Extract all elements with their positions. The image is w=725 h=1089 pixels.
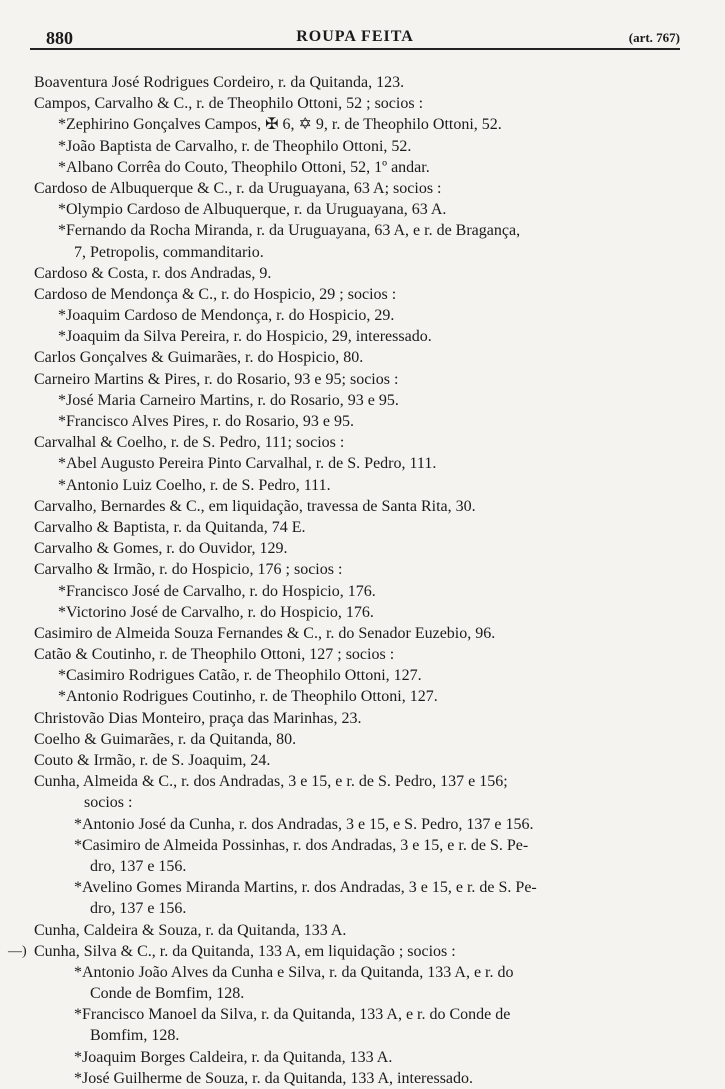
entry-text: Cunha, Caldeira & Souza, r. da Quitanda, 133 A. <box>34 921 347 939</box>
entry-text: Cardoso de Mendonça & C., r. do Hospicio, 29 ; socios : <box>34 285 397 303</box>
firm-entry <box>0 72 725 93</box>
entry-text: *Casimiro Rodrigues Catão, r. de Theophilo Ottoni, 127. <box>58 667 422 685</box>
entry-text: *João Baptista de Carvalho, r. de Theophilo Ottoni, 52. <box>58 137 412 155</box>
firm-entry <box>0 538 725 559</box>
entry-text: *Francisco Alves Pires, r. do Rosario, 93 e 95. <box>58 413 354 430</box>
firm-entry <box>0 941 725 962</box>
partner-entry <box>0 686 725 707</box>
article-reference: (art. 767) <box>628 30 680 45</box>
entry-text: Bomfim, 128. <box>90 1027 180 1045</box>
entry-text: Campos, Carvalho & C., r. de Theophilo Ottoni, 52 ; socios : <box>34 95 424 113</box>
partner-entry <box>0 898 725 919</box>
partner-entry <box>0 877 725 898</box>
entry-text: *Antonio José da Cunha, r. dos Andradas, 3 e 15, e S. Pedro, 137 e 156. <box>74 815 534 833</box>
partner-entry <box>0 220 725 241</box>
firm-entry <box>0 369 725 390</box>
entry-text: Boaventura José Rodrigues Cordeiro, r. da Quitanda, 123. <box>34 74 405 91</box>
entry-text: *Albano Corrêa do Couto, Theophilo Ottoni, 52, 1º andar. <box>58 158 430 176</box>
firm-entry <box>0 708 725 729</box>
entry-text: 7, Petropolis, commanditario. <box>74 243 264 261</box>
entry-text: socios : <box>84 794 133 812</box>
entry-text: Carvalho & Baptista, r. da Quitanda, 74 E. <box>34 518 306 536</box>
firm-entry <box>0 347 725 368</box>
entry-text: *Casimiro de Almeida Possinhas, r. dos Andradas, 3 e 15, e r. de S. Pe- <box>74 836 529 854</box>
entry-text: *Antonio João Alves da Cunha e Silva, r. da Quitanda, 133 A, e r. do <box>74 963 514 981</box>
entry-text: dro, 137 e 156. <box>90 900 187 918</box>
entry-text: *José Maria Carneiro Martins, r. do Rosario, 93 e 95. <box>58 391 399 409</box>
partner-entry <box>0 199 725 220</box>
directory-entries <box>0 72 725 1089</box>
entry-text: Carvalho & Irmão, r. do Hospicio, 176 ; socios : <box>34 561 343 579</box>
firm-entry <box>0 93 725 114</box>
entry-text: Cunha, Silva & C., r. da Quitanda, 133 A, em liquidação ; socios : <box>34 942 456 960</box>
entry-text: Conde de Bomfim, 128. <box>90 985 245 1003</box>
entry-text: Cardoso de Albuquerque & C., r. da Uruguayana, 63 A; socios : <box>34 179 442 197</box>
entry-text: *José Guilherme de Souza, r. da Quitanda, 133 A, interessado. <box>74 1069 474 1087</box>
entry-text: *Victorino José de Carvalho, r. do Hospicio, 176. <box>58 603 374 621</box>
entry-text: Carvalho & Gomes, r. do Ouvidor, 129. <box>34 540 288 558</box>
entry-text: Carlos Gonçalves & Guimarães, r. do Hospicio, 80. <box>34 349 364 367</box>
entry-text: Christovão Dias Monteiro, praça das Marinhas, 23. <box>34 709 362 727</box>
entry-text: *Francisco Manoel da Silva, r. da Quitanda, 133 A, e r. do Conde de <box>74 1006 511 1024</box>
entry-text: Cunha, Almeida & C., r. dos Andradas, 3 e 15, e r. de S. Pedro, 137 e 156; <box>34 773 508 791</box>
firm-entry <box>0 771 725 792</box>
firm-entry <box>0 750 725 771</box>
entry-text: *Olympio Cardoso de Albuquerque, r. da Uruguayana, 63 A. <box>58 201 447 219</box>
entry-text: Carvalhal & Coelho, r. de S. Pedro, 111; socios : <box>34 434 345 452</box>
firm-entry <box>0 729 725 750</box>
partner-entry <box>0 856 725 877</box>
partner-entry <box>0 581 725 602</box>
entry-text: *Joaquim Borges Caldeira, r. da Quitanda, 133 A. <box>74 1048 393 1066</box>
entry-text: Coelho & Guimarães, r. da Quitanda, 80. <box>34 730 297 748</box>
partner-entry <box>0 453 725 474</box>
partner-entry <box>0 1025 725 1046</box>
partner-entry <box>0 835 725 856</box>
partner-entry <box>0 326 725 347</box>
firm-entry <box>0 920 725 941</box>
firm-entry <box>0 496 725 517</box>
entry-text: Cardoso & Costa, r. dos Andradas, 9. <box>34 264 272 282</box>
partner-entry <box>0 602 725 623</box>
partner-entry <box>0 305 725 326</box>
partner-entry <box>0 1004 725 1025</box>
entry-text: *Fernando da Rocha Miranda, r. da Uruguayana, 63 A, e r. de Bragança, <box>58 222 521 240</box>
page-title: ROUPA FEITA <box>296 28 414 45</box>
firm-entry <box>0 623 725 644</box>
partner-entry <box>0 962 725 983</box>
partner-entry <box>0 1047 725 1068</box>
partner-entry <box>0 983 725 1004</box>
partner-entry <box>0 411 725 432</box>
partner-entry <box>0 390 725 411</box>
partner-entry <box>0 157 725 178</box>
partner-entry <box>0 114 725 135</box>
entry-text: *Joaquim da Silva Pereira, r. do Hospicio, 29, interessado. <box>58 328 432 346</box>
margin-mark: —) <box>8 943 27 959</box>
partner-entry <box>0 475 725 496</box>
entry-text: *Antonio Luiz Coelho, r. de S. Pedro, 111. <box>58 476 331 494</box>
page-number: 880 <box>46 28 73 48</box>
firm-entry <box>0 178 725 199</box>
entry-text: Carvalho, Bernardes & C., em liquidação, travessa de Santa Rita, 30. <box>34 497 476 515</box>
entry-text: *Francisco José de Carvalho, r. do Hospicio, 176. <box>58 582 376 600</box>
partner-entry <box>0 814 725 835</box>
entry-text: Couto & Irmão, r. de S. Joaquim, 24. <box>34 752 271 769</box>
entry-text: Catão & Coutinho, r. de Theophilo Ottoni, 127 ; socios : <box>34 646 395 664</box>
entry-text: *Zephirino Gonçalves Campos, ✠ 6, ✡ 9, r. de Theophilo Ottoni, 52. <box>58 116 502 134</box>
firm-entry <box>0 559 725 580</box>
partner-entry <box>0 792 725 813</box>
partner-entry <box>0 242 725 263</box>
firm-entry <box>0 432 725 453</box>
page-header <box>30 22 680 50</box>
firm-entry <box>0 284 725 305</box>
entry-text: dro, 137 e 156. <box>90 857 187 875</box>
firm-entry <box>0 644 725 665</box>
firm-entry <box>0 263 725 284</box>
partner-entry <box>0 665 725 686</box>
entry-text: Carneiro Martins & Pires, r. do Rosario, 93 e 95; socios : <box>34 370 399 388</box>
entry-text: *Avelino Gomes Miranda Martins, r. dos Andradas, 3 e 15, e r. de S. Pe- <box>74 879 537 897</box>
entry-text: *Joaquim Cardoso de Mendonça, r. do Hospicio, 29. <box>58 307 395 325</box>
partner-entry <box>0 1068 725 1089</box>
entry-text: *Abel Augusto Pereira Pinto Carvalhal, r. de S. Pedro, 111. <box>58 455 437 473</box>
partner-entry <box>0 136 725 157</box>
firm-entry <box>0 517 725 538</box>
entry-text: Casimiro de Almeida Souza Fernandes & C., r. do Senador Euzebio, 96. <box>34 624 496 642</box>
entry-text: *Antonio Rodrigues Coutinho, r. de Theophilo Ottoni, 127. <box>58 688 438 706</box>
